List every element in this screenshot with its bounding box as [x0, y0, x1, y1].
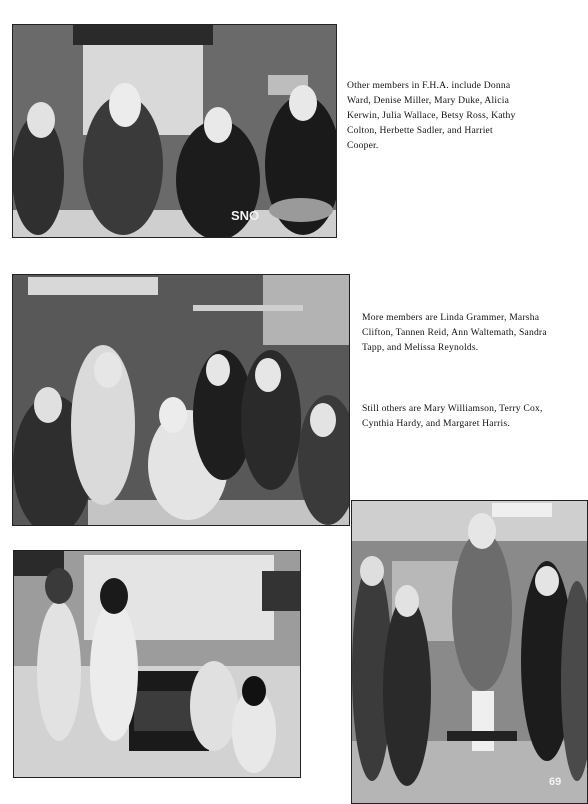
photo-girl-on-chair: [351, 500, 588, 804]
photo-group-in-classroom-image: [13, 275, 349, 525]
sweater-letters: SNO: [231, 208, 260, 223]
page-number: 69: [549, 776, 562, 788]
caption-fha-other-members: Other members in F.H.A. include Donna Ward, Denise Miller, Mary Duke, Alicia Kerwin, Julia Wallace, Betsy Ross, Kathy Colton, Herbette Sadler, and Harriet Cooper.: [347, 80, 516, 151]
photo-girl-on-chair-image: [352, 501, 587, 803]
photo-group-in-classroom: [12, 274, 350, 526]
photo-girls-with-pan: [12, 24, 337, 238]
photo-kitchen-oven-image: [14, 551, 300, 777]
caption-more-members: More members are Linda Grammer, Marsha Clifton, Tannen Reid, Ann Waltemath, Sandra Tapp, and Melissa Reynolds.: [362, 312, 547, 353]
caption-still-others: Still others are Mary Williamson, Terry Cox, Cynthia Hardy, and Margaret Harris.: [362, 403, 543, 429]
photo-kitchen-oven: [13, 550, 301, 778]
photo-girls-with-pan-image: [13, 25, 336, 237]
